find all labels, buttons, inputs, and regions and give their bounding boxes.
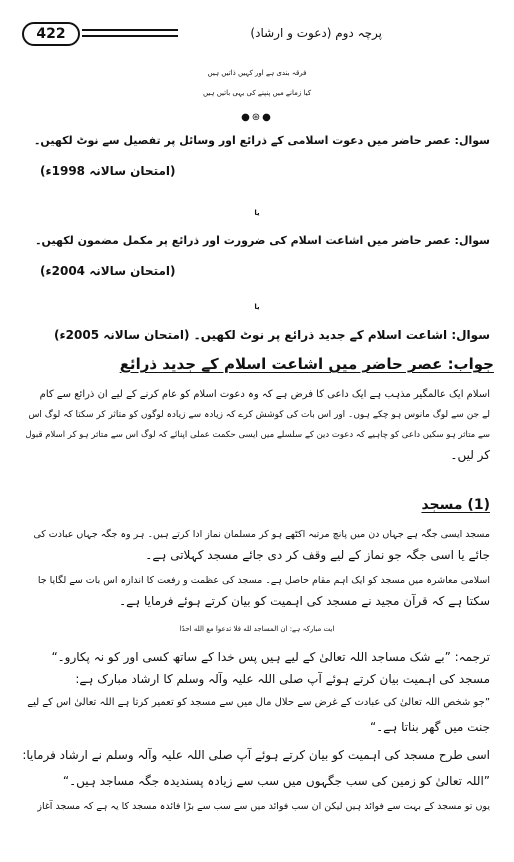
section-line-10: اسی طرح مسجد کی اہمیت کو بیان کرتے ہوئے آپ صلی اللہ علیہ وآلہ وسلم نے ارشاد فرمایا: [22, 748, 490, 762]
section-line-4: سکتا ہے کہ قرآن مجید نے مسجد کی اہمیت کو بیان کرتے ہوئے فرمایا ہے۔ [119, 594, 490, 608]
ornament-divider: ●⊛● [241, 112, 273, 123]
section-line-12: یوں تو مسجد کے بہت سے فوائد ہیں لیکن ان سب فوائد میں سے سب سے بڑا فائدہ مسجد کا یہ ہے کہ مسجد آغاز [37, 801, 490, 812]
section-heading-masjid: (1) مسجد [421, 497, 490, 513]
exam-year-2: (امتحان سالانہ 2004ء) [40, 264, 176, 278]
or-separator-2: یا [254, 303, 260, 311]
poem-line-2: کیا زمانے میں پنپنے کی یہی باتیں ہیں [202, 89, 312, 97]
quran-verse: ایت مبارکہ ہے: ان المساجد لله فلا تدعوا مع الله احدًا [179, 625, 335, 633]
header-rule [82, 29, 178, 37]
poem-line-1: فرقہ بندی ہے اور کہیں ذاتیں ہیں [207, 69, 307, 77]
answer-heading: جواب: عصر حاضر میں اشاعت اسلام کے جدید ذرائع [119, 355, 494, 373]
question-2: سوال: عصر حاضر میں اشاعت اسلام کی ضرورت اور ذرائع پر مکمل مضمون لکھیں۔ [35, 234, 490, 247]
or-separator-1: یا [254, 209, 260, 217]
hadith-1-line-1: ”جو شخص اللہ تعالیٰ کی عبادت کے غرض سے حلال مال میں سے مسجد کو تعمیر کرتا ہے اللہ تعالیٰ اس کے لیے [27, 697, 490, 708]
hadith-2: ”اللہ تعالیٰ کو زمین کی سب جگہوں میں سب سے زیادہ پسندیدہ جگہ مساجد ہیں۔“ [62, 774, 490, 788]
question-3: سوال: اشاعت اسلام کے جدید ذرائع پر نوٹ لکھیں۔ (امتحان سالانہ 2005ء) [54, 328, 490, 342]
exam-year-1: (امتحان سالانہ 1998ء) [40, 164, 176, 178]
verse-translation: ترجمہ: ”بے شک مساجد اللہ تعالیٰ کے لیے ہیں پس خدا کے ساتھ کسی اور کو نہ پکارو۔“ [51, 650, 490, 664]
question-1: سوال: عصر حاضر میں دعوت اسلامی کے ذرائع اور وسائل پر تفصیل سے نوٹ لکھیں۔ [33, 134, 490, 147]
header-title: پرچہ دوم (دعوت و ارشاد) [250, 26, 382, 40]
answer-para-line-1: اسلام ایک عالمگیر مذہب ہے ایک داعی کا فرض ہے کہ وہ دعوت اسلام کو عام کرنے کے لیے ان ذرائع سے کام [39, 389, 490, 400]
answer-para-line-3: سے متاثر ہو سکیں داعی کو چاہیے کہ دعوت دین کے سلسلے میں ایسی حکمت عملی اپنائے کہ لوگ اس سے متاثر ہو کر اسلام قبول [25, 430, 490, 440]
answer-heading-box [98, 354, 494, 376]
hadith-1-line-2: جنت میں گھر بناتا ہے۔“ [369, 720, 490, 734]
section-line-2: جائے یا اسی جگہ جو نماز کے لیے وقف کر دی جائے مسجد کہلاتی ہے۔ [145, 548, 490, 562]
section-line-1: مسجد ایسی جگہ ہے جہاں دن میں پانچ مرتبہ اکٹھے ہو کر مسلمان نماز ادا کرتے ہیں۔ ہر وہ جگہ جہاں عبادت کی [33, 529, 490, 540]
section-line-7: مسجد کی اہمیت بیان کرتے ہوئے آپ صلی اللہ علیہ وآلہ وسلم کا ارشاد مبارک ہے: [75, 672, 490, 686]
section-line-3: اسلامی معاشرہ میں مسجد کو ایک اہم مقام حاصل ہے۔ مسجد کی عظمت و رفعت کا اندازہ اس بات سے لگایا جا [37, 575, 490, 586]
answer-para-line-4: کر لیں۔ [450, 448, 490, 462]
page-number: 422 [22, 22, 80, 46]
page-header [22, 22, 382, 44]
answer-para-line-2: لے جن سے لوگ مانوس ہو چکے ہوں۔ اور اس بات کی کوشش کرے کہ زیادہ سے زیادہ لوگوں کو متاثر کر سکتا کہ لوگ اس [28, 410, 490, 420]
